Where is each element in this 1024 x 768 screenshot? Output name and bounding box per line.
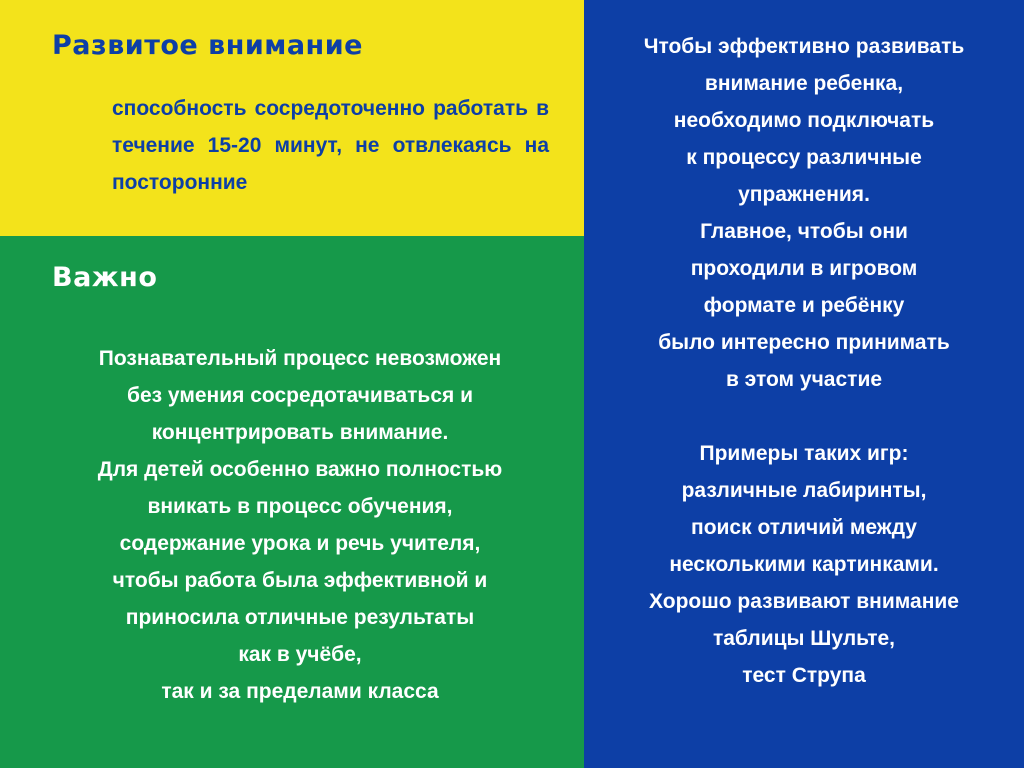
green-panel-line: концентрировать внимание. [151,421,449,444]
blue-panel-line: проходили в игровом [690,257,918,280]
blue-panel-line: несколькими картинками. [669,553,939,576]
green-panel-line: без умения сосредотачиваться и [127,384,473,407]
blue-panel-line: Примеры таких игр: [699,442,909,465]
blue-panel-line: различные лабиринты, [681,479,927,502]
green-panel-line: чтобы работа была эффективной и [112,569,488,592]
blue-panel-line: к процессу различные [686,146,922,169]
blue-panel-line: тест Струпа [742,664,866,687]
blue-panel-line: таблицы Шульте, [712,627,896,650]
green-panel [0,236,584,768]
green-panel-line: вникать в процесс обучения, [147,495,453,518]
blue-panel-line: Чтобы эффективно развивать [643,35,965,58]
blue-panel-text [584,28,1024,694]
green-panel-line: так и за пределами класса [161,680,439,703]
blue-panel-line: поиск отличий между [691,516,917,539]
green-panel-line: Для детей особенно важно полностью [97,458,503,481]
blue-panel-line: Главное, чтобы они [700,220,908,243]
blue-panel-line: в этом участие [725,368,883,391]
green-panel-line: содержание урока и речь учителя, [119,532,481,555]
green-panel-text [0,340,600,710]
blue-panel-line: было интересно принимать [658,331,950,354]
green-panel-line: Познавательный процесс невозможен [98,347,502,370]
blue-panel-blank-line [584,398,1024,435]
blue-panel-line: формате и ребёнку [703,294,905,317]
blue-panel-line: упражнения. [738,183,870,206]
yellow-panel-text: способность сосредоточенно работать в течение 15-20 минут, не отвлекаясь на посторонние [112,97,549,194]
green-panel-line: приносила отличные результаты [125,606,475,629]
blue-panel-line: Хорошо развивают внимание [649,590,959,613]
blue-panel-line: внимание ребенка, [704,72,904,95]
blue-panel-line: необходимо подключать [673,109,935,132]
green-panel-title: Важно [52,262,158,293]
yellow-panel-title: Развитое внимание [52,30,363,61]
blue-panel [584,0,1024,768]
yellow-panel [0,0,584,236]
green-panel-line: как в учёбе, [238,643,362,666]
